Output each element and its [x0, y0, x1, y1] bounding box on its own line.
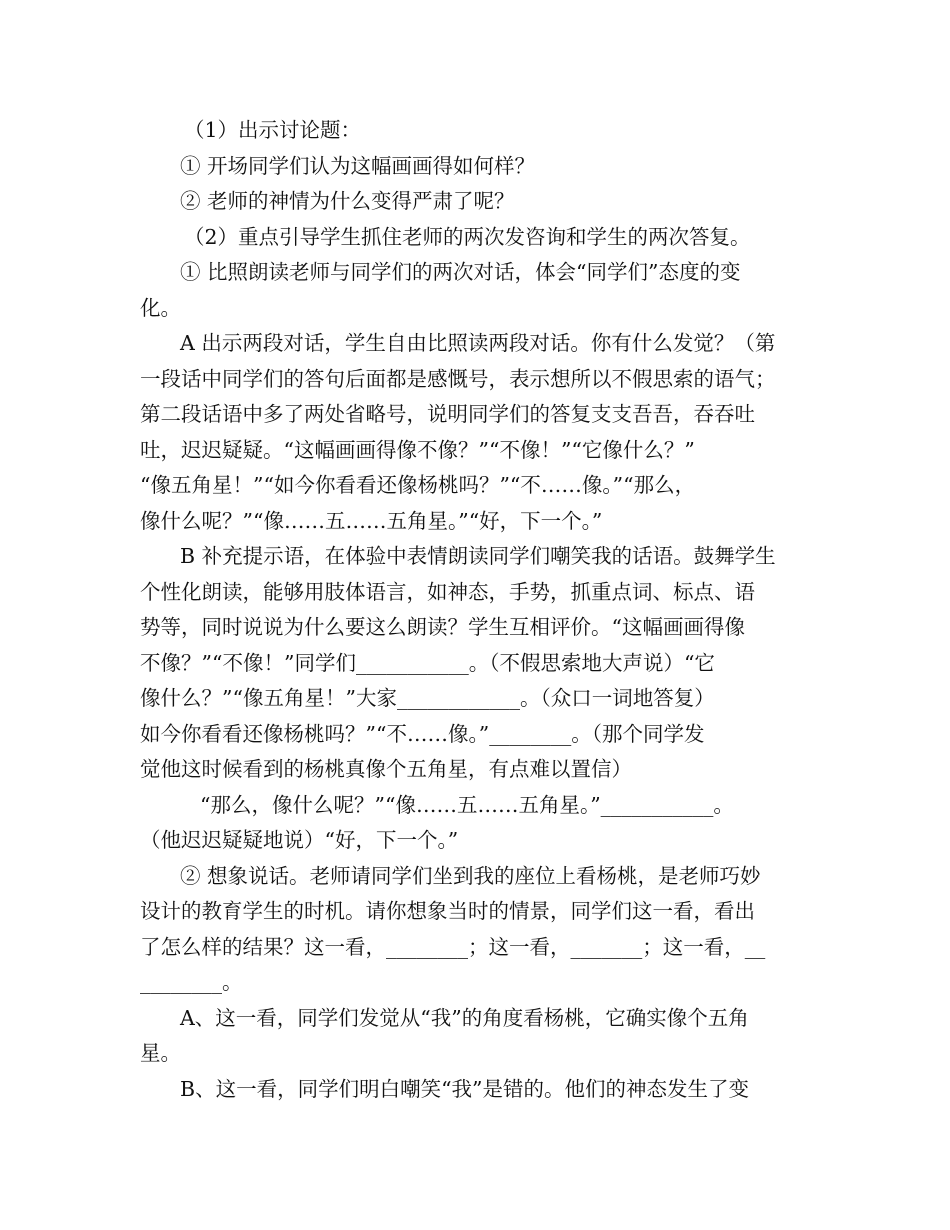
paragraph-line: “像五角星！”“如今你看看还像杨桃吗？”“不……像。”“那么，	[140, 473, 696, 497]
paragraph-line: 势等，同时说说为什么要这么朗读？学生互相评价。“这幅画画得像	[140, 615, 745, 639]
paragraph-line: A 出示两段对话，学生自由比照读两段对话。你有什么发觉？（第	[180, 331, 776, 355]
paragraph-line: 化。	[140, 295, 181, 320]
paragraph-line: B、这一看，同学们明白嘲笑“我”是错的。他们的神态发生了变	[180, 1076, 750, 1101]
paragraph-line: 如今你看看还像杨桃吗？”“不……像。”________。（那个同学发	[140, 721, 705, 746]
paragraph-line: 像什么？”“像五角星！”大家____________。（众口一词地答复）	[140, 686, 715, 710]
paragraph-line: ② 老师的神情为什么变得严肃了呢？	[180, 189, 515, 213]
paragraph-line: 第二段话语中多了两处省略号，说明同学们的答复支支吾吾，吞吞吐	[140, 402, 755, 426]
paragraph-line: （2）重点引导学生抓住老师的两次发咨询和学生的两次答复。	[184, 224, 751, 249]
paragraph-line: 星。	[140, 1041, 181, 1065]
paragraph-line: ② 想象说话。老师请同学们坐到我的座位上看杨桃，是老师巧妙	[180, 863, 761, 888]
paragraph-line: 设计的教育学生的时机。请你想象当时的情景，同学们这一看，看出	[140, 899, 755, 923]
paragraph-line: （他迟迟疑疑地说）“好，下一个。”	[140, 828, 459, 852]
paragraph-line: B 补充提示语，在体验中表情朗读同学们嘲笑我的话语。鼓舞学生	[180, 544, 776, 568]
paragraph-line: 不像？”“不像！”同学们___________。（不假思索地大声说）“它	[140, 650, 715, 675]
paragraph-line: 像什么呢？”“像……五……五角星。”“好，下一个。”	[140, 508, 603, 533]
paragraph-line: ________。	[140, 970, 243, 994]
paragraph-line: A、这一看，同学们发觉从“我”的角度看杨桃，它确实像个五角	[180, 1005, 749, 1030]
paragraph-line: ① 比照朗读老师与同学们的两次对话，体会“同学们”态度的变	[180, 260, 741, 284]
paragraph-line: ① 开场同学们认为这幅画画得如何样？	[180, 153, 536, 178]
paragraph-line: 一段话中同学们的答句后面都是感慨号，表示想所以不假思索的语气；	[140, 366, 776, 391]
paragraph-line: 个性化朗读，能够用肢体语言，如神态，手势，抓重点词、标点、语	[140, 579, 755, 604]
paragraph-line: “那么，像什么呢？”“像……五……五角星。”___________。	[200, 792, 734, 817]
paragraph-line: 觉他这时候看到的杨桃真像个五角星，有点难以置信）	[140, 757, 632, 781]
paragraph-line: 吐，迟迟疑疑。“这幅画画得像不像？”“不像！”“它像什么？”	[140, 437, 695, 462]
paragraph-line: （1）出示讨论题：	[184, 118, 362, 142]
paragraph-line: 了怎么样的结果？这一看，________；这一看，_______；这一看，__	[140, 934, 766, 959]
